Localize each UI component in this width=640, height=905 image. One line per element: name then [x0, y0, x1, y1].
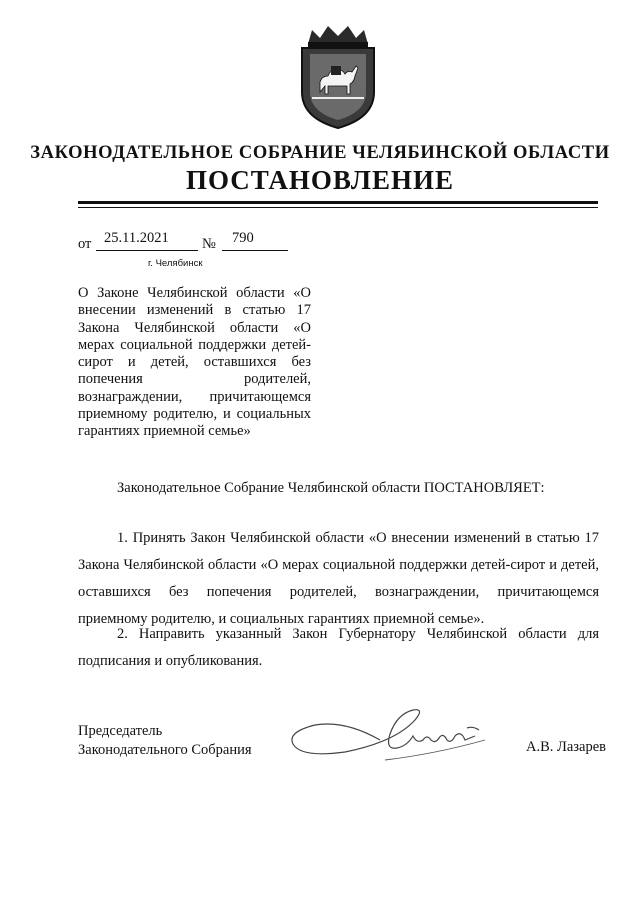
handwritten-signature-icon: [285, 700, 495, 770]
signatory-title-line2: Законодательного Собрания: [78, 742, 252, 758]
resolution-item-2: 2. Направить указанный Закон Губернатору Челябинской области для подписания и опубликования.: [78, 626, 599, 669]
preamble: Законодательное Собрание Челябинской области ПОСТАНОВЛЯЕТ:: [117, 480, 545, 496]
header-divider-thin: [78, 207, 598, 208]
document-number: 790: [232, 230, 254, 246]
document-subject: О Законе Челябинской области «О внесении изменений в статью 17 Закона Челябинской области «О мерах социальной поддержки детей-сирот и детей, оставшихся без попечения родителей, вознаграждении, причитающемся приемному родителю, и социальных гарантиях приемной семье»: [78, 285, 311, 440]
document-type-title: ПОСТАНОВЛЕНИЕ: [185, 165, 455, 195]
date-underline: [96, 250, 198, 251]
resolution-item-1: 1. Принять Закон Челябинской области «О внесении изменений в статью 17 Закона Челябинской области «О мерах социальной поддержки детей-сирот и детей, оставшихся без попечения родителей, вознаграждении, причитающемся приемному родителю, и социальных гарантиях приемной семье».: [78, 530, 599, 627]
organization-name: ЗАКОНОДАТЕЛЬНОЕ СОБРАНИЕ ЧЕЛЯБИНСКОЙ ОБЛАСТИ: [30, 143, 610, 163]
signatory-name: А.В. Лазарев: [526, 739, 606, 755]
number-sign: №: [202, 236, 216, 252]
document-date: 25.11.2021: [104, 230, 169, 246]
coat-of-arms-icon: [298, 22, 378, 130]
signatory-title-line1: Председатель: [78, 723, 163, 739]
number-underline: [222, 250, 288, 251]
header-divider-thick: [78, 201, 598, 204]
date-prefix: от: [78, 236, 92, 252]
signatory-title: [78, 722, 252, 760]
city-label: г. Челябинск: [148, 258, 203, 269]
